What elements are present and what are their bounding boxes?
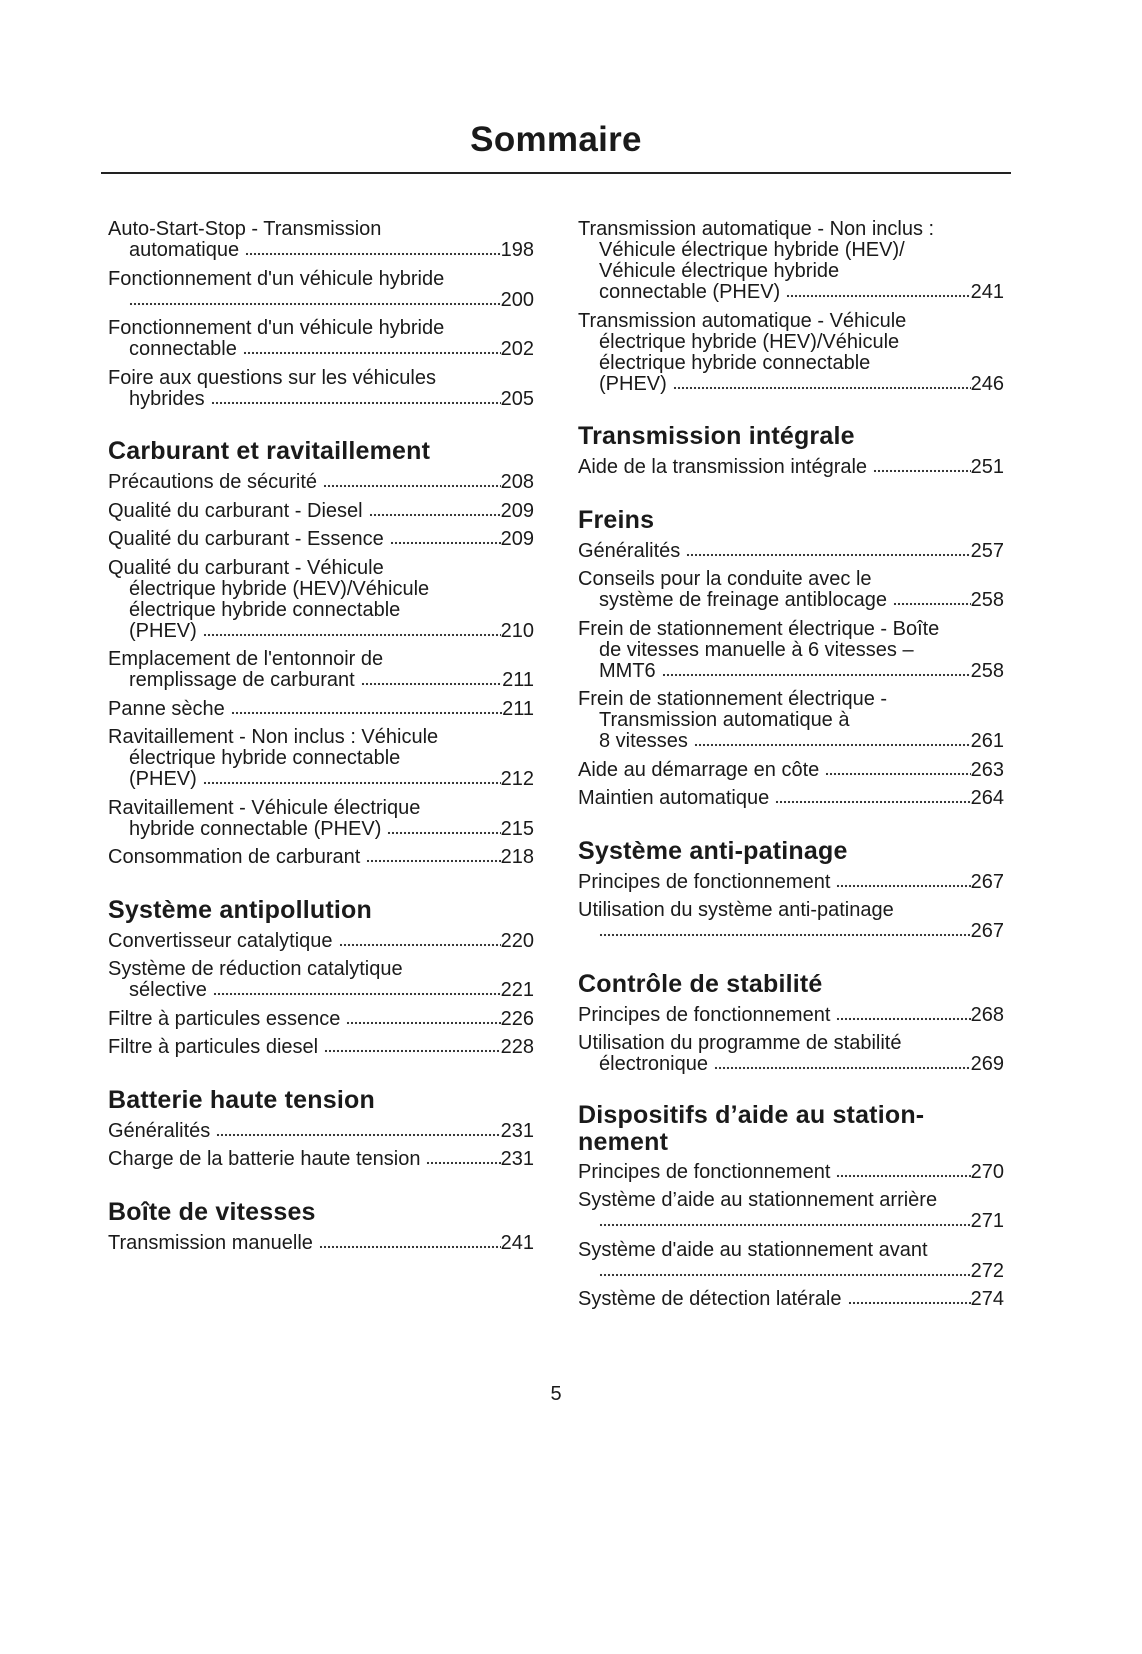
dot-leader — [836, 884, 970, 888]
entry-page-number[interactable]: 268 — [970, 1003, 1004, 1026]
entry-page-number[interactable]: 228 — [500, 1036, 534, 1058]
toc-entry[interactable] — [108, 1009, 534, 1038]
entry-last-line — [108, 290, 534, 311]
toc-entry[interactable] — [108, 529, 534, 558]
entry-last-line — [578, 1211, 1004, 1232]
entry-title-line: Qualité du carburant - Véhicule — [108, 556, 384, 579]
toc-entry[interactable] — [578, 1005, 1004, 1034]
toc-entry[interactable] — [108, 318, 534, 368]
entry-title-line: sélective — [129, 979, 207, 1001]
toc-column-left — [108, 219, 534, 1261]
entry-last-line — [578, 1054, 1004, 1075]
toc-entry[interactable] — [108, 368, 534, 418]
dot-leader — [245, 252, 501, 256]
entry-last-line — [108, 621, 534, 642]
section-heading: Système antipollution — [108, 895, 372, 924]
page-title: Sommaire — [470, 120, 642, 159]
toc-entry[interactable] — [108, 1233, 534, 1262]
entry-last-line — [578, 457, 1004, 478]
toc-entry[interactable] — [578, 311, 1004, 403]
dot-leader — [361, 682, 502, 686]
section-heading: Batterie haute tension — [108, 1085, 375, 1114]
entry-title-line: Système de détection latérale — [578, 1288, 842, 1310]
dot-leader — [339, 943, 501, 947]
toc-entry[interactable] — [108, 501, 534, 530]
dot-leader — [599, 1273, 971, 1277]
entry-title-line: Qualité du carburant - Diesel — [108, 499, 363, 522]
toc-entry[interactable] — [108, 472, 534, 501]
entry-title-line: Conseils pour la conduite avec le — [578, 568, 872, 590]
dot-leader — [426, 1161, 500, 1165]
entry-title-line: Maintien automatique — [578, 787, 770, 809]
entry-title-line: Filtre à particules essence — [108, 1007, 341, 1030]
entry-title-line: Panne sèche — [108, 697, 225, 720]
dot-leader — [673, 386, 971, 390]
title-divider — [101, 172, 1011, 174]
section-heading: Freins — [578, 505, 655, 534]
toc-entry[interactable] — [578, 219, 1004, 311]
entry-title-line: Convertisseur catalytique — [108, 929, 333, 952]
entry-title-line: connectable (PHEV) — [599, 281, 781, 303]
dot-leader — [893, 602, 971, 606]
entry-last-line — [578, 788, 1004, 809]
toc-entry[interactable] — [108, 1121, 534, 1150]
toc-entry[interactable] — [108, 1037, 534, 1066]
dot-leader — [216, 1133, 500, 1137]
entry-last-line — [578, 661, 1004, 682]
entry-title-line: Qualité du carburant - Essence — [108, 528, 384, 550]
entry-page-number[interactable]: 211 — [502, 697, 534, 720]
entry-page-number[interactable]: 267 — [970, 920, 1004, 942]
dot-leader — [836, 1174, 970, 1178]
entry-page-number[interactable]: 267 — [970, 870, 1004, 893]
entry-page-number[interactable]: 258 — [970, 589, 1004, 611]
entry-page-number[interactable]: 211 — [502, 669, 534, 691]
toc-entry[interactable] — [108, 931, 534, 960]
dot-leader — [231, 711, 502, 715]
entry-title-line: Généralités — [108, 1119, 211, 1142]
toc-entry[interactable] — [578, 872, 1004, 901]
entry-title-line: électronique — [599, 1053, 708, 1075]
entry-last-line — [578, 1162, 1004, 1183]
entry-page-number[interactable]: 202 — [500, 338, 534, 360]
entry-last-line — [578, 731, 1004, 752]
entry-page-number[interactable]: 264 — [970, 787, 1004, 809]
entry-title-line: Transmission manuelle — [108, 1231, 313, 1254]
entry-page-number[interactable]: 221 — [500, 979, 534, 1001]
entry-title-line: Utilisation du système anti-patinage — [578, 899, 894, 921]
entry-title-line: Auto-Start-Stop - Transmission — [108, 218, 382, 240]
entry-title-line: Généralités — [578, 539, 681, 562]
entry-last-line — [578, 921, 1004, 942]
entry-last-line — [108, 529, 534, 550]
entry-last-line — [108, 819, 534, 840]
toc-entry[interactable] — [108, 798, 534, 848]
entry-last-line — [578, 872, 1004, 893]
dot-leader — [323, 484, 501, 488]
dot-leader — [390, 541, 501, 545]
entry-page-number[interactable]: 220 — [500, 929, 534, 952]
section-heading: Carburant et ravitaillement — [108, 437, 431, 465]
dot-leader — [836, 1017, 970, 1021]
entry-last-line — [108, 472, 534, 493]
entry-page-number[interactable]: 258 — [970, 659, 1004, 682]
entry-last-line — [578, 541, 1004, 562]
entry-title-line: électrique hybride (HEV)/Véhicule — [599, 330, 900, 353]
entry-title-line: Aide au démarrage en côte — [578, 758, 820, 781]
dot-leader — [599, 1223, 971, 1227]
entry-title-line: Précautions de sécurité — [108, 471, 318, 493]
entry-last-line — [578, 760, 1004, 781]
entry-page-number[interactable]: 261 — [970, 730, 1004, 752]
toc-entry[interactable] — [578, 1289, 1004, 1318]
entry-title-line: (PHEV) — [599, 372, 667, 395]
entry-title-line: Véhicule électrique hybride (HEV)/ — [599, 239, 905, 261]
entry-page-number[interactable]: 209 — [500, 528, 534, 550]
entry-title-line: hybride connectable (PHEV) — [129, 817, 382, 840]
dot-leader — [129, 302, 501, 306]
section-heading: Contrôle de stabilité — [578, 969, 823, 998]
dot-leader — [369, 513, 501, 517]
entry-page-number[interactable]: 269 — [970, 1053, 1004, 1075]
dot-leader — [662, 673, 971, 677]
toc-entry[interactable] — [578, 788, 1004, 817]
entry-title-line: Principes de fonctionnement — [578, 1160, 831, 1183]
entry-page-number[interactable]: 212 — [500, 768, 534, 790]
entry-page-number[interactable]: 218 — [500, 846, 534, 868]
entry-last-line — [108, 501, 534, 522]
entry-title-line: Frein de stationnement électrique - Boîte — [578, 617, 940, 640]
entry-last-line — [108, 670, 534, 691]
entry-last-line — [578, 374, 1004, 395]
page-number: 5 — [550, 1383, 562, 1405]
section-heading: Boîte de vitesses — [108, 1197, 316, 1226]
toc-entry[interactable] — [578, 760, 1004, 789]
entry-title-line: MMT6 — [599, 659, 656, 682]
entry-title-line: Emplacement de l'entonnoir de — [108, 648, 384, 670]
toc-entry[interactable] — [578, 1190, 1004, 1240]
dot-leader — [366, 859, 500, 863]
dot-leader — [387, 831, 500, 835]
entry-title-line: électrique hybride (HEV)/Véhicule — [129, 577, 430, 600]
entry-title-line: Charge de la batterie haute tension — [108, 1148, 421, 1170]
entry-title-line: Principes de fonctionnement — [578, 870, 831, 893]
toc-entry[interactable] — [578, 457, 1004, 486]
entry-title-line: de vitesses manuelle à 6 vitesses – — [599, 638, 914, 661]
entry-title-line: Utilisation du programme de stabilité — [578, 1032, 902, 1054]
entry-page-number[interactable]: 270 — [970, 1160, 1004, 1183]
entry-last-line — [578, 1261, 1004, 1282]
entry-last-line — [108, 1149, 534, 1170]
entry-title-line: électrique hybride connectable — [599, 351, 871, 374]
entry-title-line: (PHEV) — [129, 619, 197, 642]
toc-entry[interactable] — [108, 219, 534, 269]
dot-leader — [599, 933, 971, 937]
entry-page-number[interactable]: 226 — [500, 1007, 534, 1030]
entry-title-line: Système de réduction catalytique — [108, 958, 403, 980]
entry-title-line: système de freinage antiblocage — [599, 589, 887, 611]
dot-leader — [786, 294, 970, 298]
entry-page-number[interactable]: 251 — [970, 456, 1004, 478]
entry-title-line: Transmission automatique à — [599, 709, 850, 731]
dot-leader — [203, 633, 501, 637]
entry-title-line: électrique hybride connectable — [129, 747, 401, 769]
entry-title-line: Filtre à particules diesel — [108, 1036, 319, 1058]
entry-last-line — [108, 769, 534, 790]
toc-entry[interactable] — [578, 689, 1004, 760]
entry-last-line — [108, 1233, 534, 1254]
toc-entry[interactable] — [108, 699, 534, 728]
entry-last-line — [108, 339, 534, 360]
entry-last-line — [108, 847, 534, 868]
entry-page-number[interactable]: 257 — [970, 539, 1004, 562]
entry-title-line: hybrides — [129, 387, 205, 410]
entry-last-line — [108, 389, 534, 410]
toc-entry[interactable] — [578, 900, 1004, 950]
entry-page-number[interactable]: 231 — [500, 1148, 534, 1170]
entry-page-number[interactable]: 198 — [500, 239, 534, 261]
entry-title-line: Principes de fonctionnement — [578, 1003, 831, 1026]
dot-leader — [873, 469, 971, 473]
entry-last-line — [108, 1121, 534, 1142]
entry-title-line: Fonctionnement d'un véhicule hybride — [108, 267, 445, 290]
entry-title-line: 8 vitesses — [599, 730, 688, 752]
dot-leader — [848, 1301, 971, 1305]
dot-leader — [203, 781, 501, 785]
toc-entry[interactable] — [108, 558, 534, 650]
entry-last-line — [108, 1009, 534, 1030]
entry-last-line — [578, 590, 1004, 611]
toc-entry[interactable] — [578, 619, 1004, 690]
entry-title-line: Foire aux questions sur les véhicules — [108, 366, 436, 389]
entry-page-number[interactable]: 271 — [970, 1210, 1004, 1232]
toc-entry[interactable] — [578, 1240, 1004, 1290]
dot-leader — [775, 800, 970, 804]
toc-entry[interactable] — [108, 1149, 534, 1178]
entry-title-line: Transmission automatique - Non inclus : — [578, 218, 935, 240]
entry-title-line: Consommation de carburant — [108, 846, 361, 868]
entry-page-number[interactable]: 263 — [970, 758, 1004, 781]
entry-page-number[interactable]: 241 — [970, 281, 1004, 303]
entry-last-line — [578, 1289, 1004, 1310]
toc-entry[interactable] — [108, 847, 534, 876]
entry-title-line: Aide de la transmission intégrale — [578, 456, 868, 478]
section-heading: Transmission intégrale — [578, 422, 855, 450]
entry-title-line: Frein de stationnement électrique - — [578, 688, 888, 710]
entry-title-line: connectable — [129, 338, 237, 360]
entry-page-number[interactable]: 246 — [970, 372, 1004, 395]
entry-title-line: Ravitaillement - Non inclus : Véhicule — [108, 726, 439, 748]
entry-last-line — [578, 282, 1004, 303]
dot-leader — [686, 553, 970, 557]
dot-leader — [346, 1021, 500, 1025]
entry-title-line: automatique — [129, 239, 240, 261]
entry-last-line — [108, 1037, 534, 1058]
entry-title-line: Fonctionnement d'un véhicule hybride — [108, 317, 445, 339]
toc-entry[interactable] — [108, 269, 534, 319]
dot-leader — [825, 772, 970, 776]
toc-entry[interactable] — [578, 541, 1004, 570]
entry-title-line: Ravitaillement - Véhicule électrique — [108, 796, 421, 819]
toc-column-right — [578, 219, 1004, 1318]
entry-last-line — [578, 1005, 1004, 1026]
section-heading: Système anti-patinage — [578, 836, 848, 865]
dot-leader — [714, 1066, 971, 1070]
toc-entry[interactable] — [108, 959, 534, 1009]
entry-page-number[interactable]: 274 — [970, 1288, 1004, 1310]
dot-leader — [694, 743, 971, 747]
dot-leader — [319, 1245, 501, 1249]
toc-entry[interactable] — [578, 1033, 1004, 1083]
entry-page-number[interactable]: 210 — [500, 619, 534, 642]
entry-title-line: remplissage de carburant — [129, 669, 355, 691]
toc-entry[interactable] — [108, 649, 534, 699]
entry-title-line: électrique hybride connectable — [129, 598, 401, 621]
entry-last-line — [108, 931, 534, 952]
dot-leader — [211, 401, 501, 405]
entry-title-line: Système d’aide au stationnement arrière — [578, 1189, 938, 1211]
entry-title-line: (PHEV) — [129, 768, 197, 790]
entry-page-number[interactable]: 241 — [500, 1231, 534, 1254]
section-heading: Dispositifs d’aide au station- nement — [578, 1100, 925, 1156]
entry-title-line: Transmission automatique - Véhicule — [578, 309, 907, 332]
entry-page-number[interactable]: 205 — [500, 387, 534, 410]
entry-page-number[interactable]: 200 — [500, 288, 534, 311]
entry-title-line: Système d'aide au stationnement avant — [578, 1238, 928, 1261]
entry-page-number[interactable]: 208 — [500, 471, 534, 493]
toc-entry[interactable] — [578, 569, 1004, 619]
dot-leader — [213, 992, 501, 996]
toc-entry[interactable] — [578, 1162, 1004, 1191]
entry-title-line: Véhicule électrique hybride — [599, 260, 840, 282]
dot-leader — [324, 1049, 501, 1053]
toc-entry[interactable] — [108, 727, 534, 798]
entry-page-number[interactable]: 231 — [500, 1119, 534, 1142]
entry-last-line — [108, 240, 534, 261]
entry-page-number[interactable]: 215 — [500, 817, 534, 840]
dot-leader — [243, 351, 501, 355]
entry-last-line — [108, 699, 534, 720]
entry-page-number[interactable]: 272 — [970, 1259, 1004, 1282]
entry-last-line — [108, 980, 534, 1001]
entry-page-number[interactable]: 209 — [500, 499, 534, 522]
